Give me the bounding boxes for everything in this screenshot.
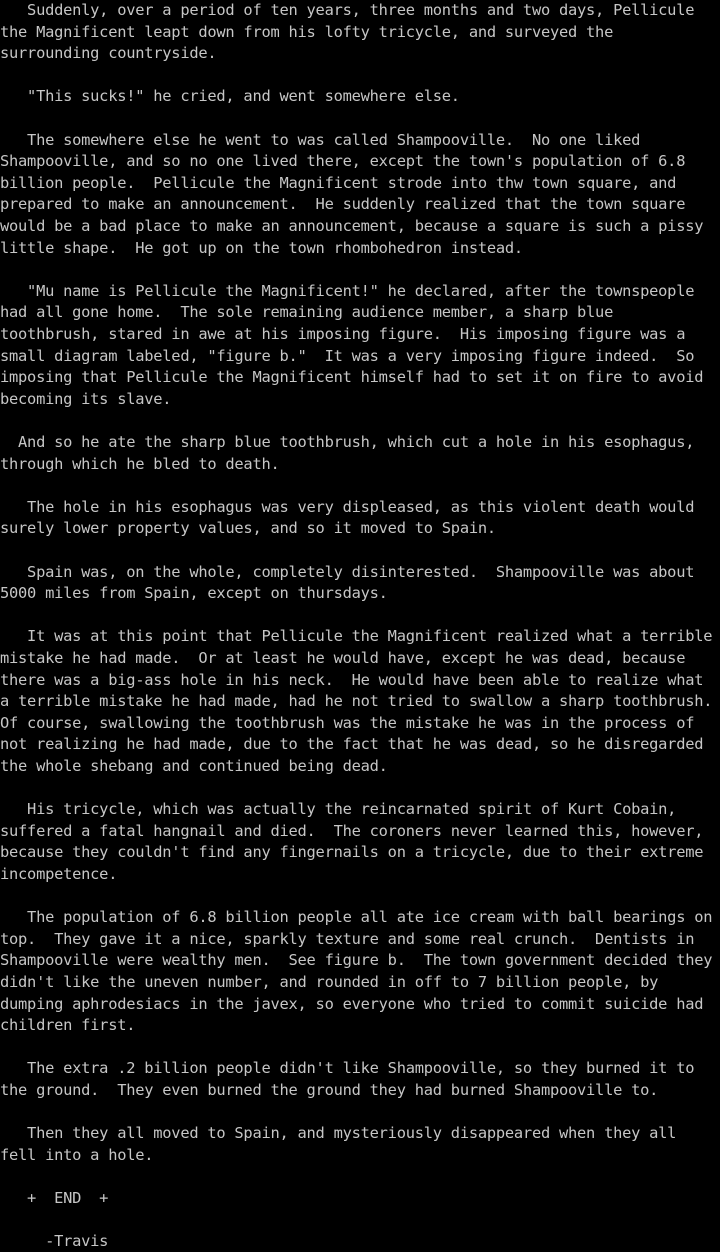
text-line: "Mu name is Pellicule the Magnificent!" he declared, after the townspeople — [0, 281, 695, 300]
text-line: through which he bled to death. — [0, 454, 280, 473]
text-line: His tricycle, which was actually the reincarnated spirit of Kurt Cobain, — [0, 800, 677, 819]
text-line: suffered a fatal hangnail and died. The coroners never learned this, however, — [0, 821, 704, 840]
text-line: It was at this point that Pellicule the Magnificent realized what a terrible — [0, 627, 713, 646]
text-line: surrounding countryside. — [0, 44, 217, 63]
text-line: imposing that Pellicule the Magnificent himself had to set it on fire to avoid — [0, 368, 704, 387]
text-line: the Magnificent leapt down from his lofty tricycle, and surveyed the — [0, 22, 614, 41]
text-line: didn't like the uneven number, and rounded in off to 7 billion people, by — [0, 973, 659, 991]
text-line: the whole shebang and continued being dead. — [0, 757, 388, 775]
text-line: prepared to make an announcement. He suddenly realized that the town square — [0, 195, 686, 214]
text-line: incompetence. — [0, 865, 118, 883]
text-line: there was a big-ass hole in his neck. He would have been able to realize what — [0, 670, 704, 689]
text-line: had all gone home. The sole remaining audience member, a sharp blue — [0, 303, 614, 322]
text-line: top. They gave it a nice, sparkly texture and some real crunch. Dentists in — [0, 929, 695, 948]
text-line: The extra .2 billion people didn't like Shampooville, so they burned it to — [0, 1059, 695, 1078]
text-line: And so he ate the sharp blue toothbrush, which cut a hole in his esophagus, — [0, 433, 695, 451]
text-line: not realizing he had made, due to the fact that he was dead, so he disregarded — [0, 735, 704, 754]
text-line: The hole in his esophagus was very displeased, as this violent death would — [0, 497, 695, 516]
text-line: "This sucks!" he cried, and went somewhere else. — [0, 87, 460, 106]
text-line: dumping aphrodesiacs in the javex, so everyone who tried to commit suicide had — [0, 994, 704, 1013]
text-line: + END + — [0, 1189, 109, 1207]
text-line: 5000 miles from Spain, except on thursdays. — [0, 584, 388, 603]
text-line: little shape. He got up on the town rhombohedron instead. — [0, 238, 523, 257]
text-line: Spain was, on the whole, completely disinterested. Shampooville was about — [0, 562, 695, 581]
text-line: becoming its slave. — [0, 389, 172, 408]
text-line: Shampooville, and so no one lived there, except the town's population of 6.8 — [0, 152, 686, 171]
text-line: toothbrush, stared in awe at his imposing figure. His imposing figure was a — [0, 325, 686, 343]
text-line: billion people. Pellicule the Magnificent strode into thw town square, and — [0, 173, 677, 192]
text-line: would be a bad place to make an announcement, because a square is such a pissy — [0, 217, 704, 235]
text-line: the ground. They even burned the ground they had burned Shampooville to. — [0, 1081, 659, 1099]
text-line: Suddenly, over a period of ten years, three months and two days, Pellicule — [0, 1, 695, 19]
text-line: -Travis — [0, 1232, 109, 1251]
text-line: children first. — [0, 1016, 136, 1035]
text-line: Shampooville were wealthy men. See figure b. The town government decided they — [0, 951, 713, 970]
text-line: because they couldn't find any fingernails on a tricycle, due to their extreme — [0, 843, 704, 862]
text-line: mistake he had made. Or at least he would have, except he was dead, because — [0, 649, 686, 667]
text-line: small diagram labeled, "figure b." It was a very imposing figure indeed. So — [0, 346, 695, 365]
text-line: Then they all moved to Spain, and mysteriously disappeared when they all — [0, 1124, 677, 1143]
text-line: The population of 6.8 billion people all ate ice cream with ball bearings on — [0, 908, 713, 927]
text-line: The somewhere else he went to was called Shampooville. No one liked — [0, 130, 641, 149]
text-line: fell into a hole. — [0, 1145, 154, 1164]
text-line: Of course, swallowing the toothbrush was the mistake he was in the process of — [0, 713, 695, 732]
text-line: surely lower property values, and so it moved to Spain. — [0, 519, 496, 538]
text-line: a terrible mistake he had made, had he not tried to swallow a sharp toothbrush. — [0, 692, 713, 711]
